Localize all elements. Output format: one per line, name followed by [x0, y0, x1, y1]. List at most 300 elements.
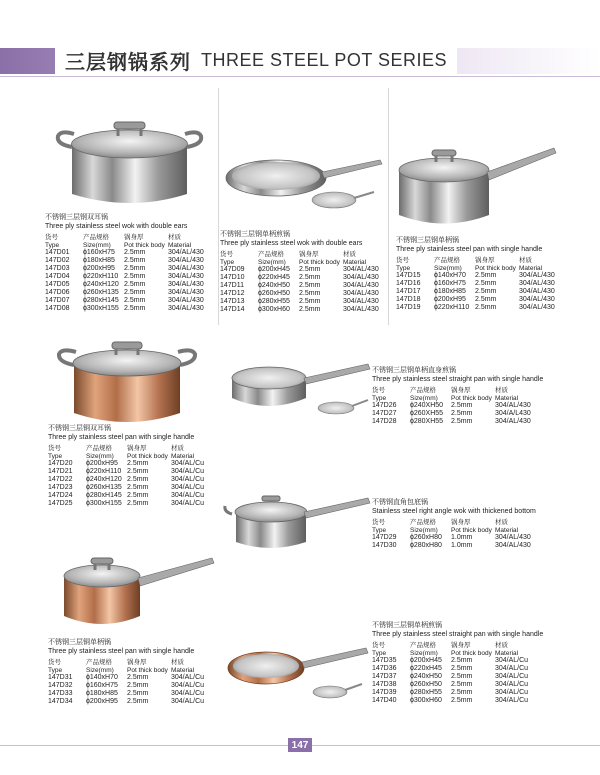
thickness-value: 2.5mm [124, 305, 146, 312]
table-row [372, 673, 535, 681]
spec-header-row [220, 250, 383, 266]
item-code: 147D16 [396, 280, 421, 287]
table-row [220, 266, 383, 274]
column-header-en: Material [495, 526, 519, 534]
size-value: ɸ220xH110 [83, 273, 119, 280]
product-name-en: Three ply stainless steel straight pan with single handle [372, 631, 544, 638]
column-header-cn: 材质 [495, 386, 508, 394]
column-header-en: Size(mm) [410, 649, 438, 657]
size-value: ɸ300xH60 [258, 306, 290, 313]
table-row [372, 665, 535, 673]
thickness-value: 2.5mm [124, 273, 146, 280]
column-header-cn: 锅身厚 [127, 658, 147, 666]
item-code: 147D32 [48, 682, 73, 689]
fry-pan-photo [224, 148, 384, 218]
item-code: 147D07 [45, 297, 70, 304]
product-block-d26 [372, 366, 543, 426]
table-row [220, 298, 383, 306]
table-row [48, 492, 211, 500]
column-header-en: Type [220, 258, 235, 266]
product-block-d15 [396, 236, 559, 312]
size-value: ɸ220xH45 [258, 274, 290, 281]
product-name-en: Three ply stainless steel straight pan with single handle [372, 376, 544, 383]
column-header [410, 518, 451, 534]
product-block-d29 [372, 498, 536, 550]
size-value: ɸ200xH45 [258, 266, 290, 273]
column-header [372, 386, 410, 402]
item-code: 147D23 [48, 484, 73, 491]
column-header-cn: 锅身厚 [475, 256, 495, 264]
thickness-value: 2.5mm [451, 402, 473, 409]
material-value: 304/AL/430 [495, 542, 531, 549]
spec-table [372, 386, 535, 426]
size-value: ɸ160xH75 [86, 682, 118, 689]
column-header [171, 658, 211, 674]
item-code: 147D04 [45, 273, 70, 280]
spec-header-row [372, 386, 535, 402]
column-header [48, 658, 86, 674]
item-code: 147D02 [45, 257, 70, 264]
column-header [86, 444, 127, 460]
thickness-value: 2.5mm [475, 296, 497, 303]
column-header-en: Material [171, 452, 195, 460]
table-row [48, 682, 211, 690]
item-code: 147D05 [45, 281, 70, 288]
product-name-cn: 不锈钢三层铜双耳锅 [48, 424, 111, 432]
column-header-cn: 货号 [48, 444, 61, 452]
column-header-cn: 锅身厚 [127, 444, 147, 452]
item-code: 147D30 [372, 542, 397, 549]
material-value: 304/AL/430 [168, 273, 204, 280]
size-value: ɸ140xH70 [434, 272, 466, 279]
item-code: 147D19 [396, 304, 421, 311]
thickness-value: 2.5mm [475, 288, 497, 295]
column-header [220, 250, 258, 266]
material-value: 304/AL/430 [519, 288, 555, 295]
column-header-cn: 货号 [372, 641, 385, 649]
column-header-en: Size(mm) [434, 264, 462, 272]
spec-table [372, 518, 535, 550]
column-header-cn: 锅身厚 [451, 518, 471, 526]
column-header-en: Pot thick body [475, 264, 516, 272]
column-header-cn: 产品规格 [410, 386, 436, 394]
column-header-cn: 产品规格 [410, 641, 436, 649]
column-header-cn: 产品规格 [86, 658, 112, 666]
column-header-en: Pot thick body [299, 258, 340, 266]
table-row [372, 402, 535, 410]
spec-table [372, 641, 535, 705]
column-header [451, 386, 495, 402]
material-value: 304/AL/430 [519, 304, 555, 311]
header-rule [0, 76, 600, 77]
thickness-value: 2.5mm [127, 476, 149, 483]
column-header [372, 518, 410, 534]
item-code: 147D27 [372, 410, 397, 417]
item-code: 147D29 [372, 534, 397, 541]
item-code: 147D06 [45, 289, 70, 296]
product-name-en: Three ply stainless steel pan with single handle [48, 434, 195, 441]
column-header-cn: 材质 [343, 250, 356, 258]
thickness-value: 2.5mm [451, 665, 473, 672]
column-header-en: Size(mm) [410, 526, 438, 534]
material-value: 304/AL/430 [519, 296, 555, 303]
material-value: 304/AL/430 [168, 281, 204, 288]
table-row [45, 249, 208, 257]
size-value: ɸ240xH120 [86, 476, 122, 483]
product-block-d09 [220, 230, 383, 314]
thickness-value: 2.5mm [127, 492, 149, 499]
item-code: 147D37 [372, 673, 397, 680]
material-value: 304/AL/430 [168, 257, 204, 264]
column-header [258, 250, 299, 266]
item-code: 147D34 [48, 698, 73, 705]
column-divider [388, 88, 389, 325]
thickness-value: 2.5mm [127, 674, 149, 681]
spec-table [220, 250, 383, 314]
copper-single-handle-pan-photo [58, 552, 218, 632]
item-code: 147D14 [220, 306, 245, 313]
size-value: ɸ280xH80 [410, 542, 442, 549]
table-row [396, 288, 559, 296]
thickness-value: 2.5mm [127, 698, 149, 705]
thickness-value: 2.5mm [475, 280, 497, 287]
column-header [127, 658, 171, 674]
column-header-en: Type [372, 649, 387, 657]
size-value: ɸ280xH145 [83, 297, 119, 304]
size-value: ɸ240xH50 [410, 673, 442, 680]
table-row [45, 289, 208, 297]
material-value: 304/AL/430 [519, 272, 555, 279]
column-header-en: Type [372, 526, 387, 534]
table-row [372, 418, 535, 426]
thickness-value: 2.5mm [451, 410, 473, 417]
column-header-en: Type [396, 264, 411, 272]
column-header-en: Material [519, 264, 543, 272]
product-name-en: Three ply stainless steel pan with single handle [48, 648, 195, 655]
table-row [45, 265, 208, 273]
product-name-cn: 不锈钢三层钢单柄直身煎锅 [372, 366, 456, 374]
material-value: 304/AL/430 [168, 305, 204, 312]
thickness-value: 2.5mm [475, 272, 497, 279]
table-row [45, 305, 208, 313]
table-row [45, 281, 208, 289]
item-code: 147D21 [48, 468, 73, 475]
column-header-cn: 货号 [372, 386, 385, 394]
item-code: 147D40 [372, 697, 397, 704]
product-name-en: Three ply stainless steel wok with double ears [45, 223, 188, 230]
item-code: 147D36 [372, 665, 397, 672]
material-value: 304/AL/Cu [495, 681, 529, 688]
material-value: 304/AL/Cu [495, 665, 529, 672]
column-header-cn: 材质 [495, 518, 508, 526]
column-header-en: Pot thick body [127, 452, 168, 460]
size-value: ɸ240xH120 [83, 281, 119, 288]
material-value: 304/AL/Cu [171, 698, 205, 705]
thickness-value: 2.5mm [299, 290, 321, 297]
item-code: 147D26 [372, 402, 397, 409]
material-value: 304/AL/Cu [171, 468, 205, 475]
column-header-cn: 材质 [519, 256, 532, 264]
item-code: 147D11 [220, 282, 245, 289]
column-header-en: Type [48, 452, 63, 460]
table-row [396, 272, 559, 280]
size-value: ɸ260XH55 [410, 410, 444, 417]
item-code: 147D38 [372, 681, 397, 688]
material-value: 304/AL/430 [519, 280, 555, 287]
material-value: 304/AL/430 [343, 266, 379, 273]
item-code: 147D15 [396, 272, 421, 279]
size-value: ɸ180xH85 [83, 257, 115, 264]
table-row [372, 410, 535, 418]
size-value: ɸ200xH95 [83, 265, 115, 272]
table-row [372, 689, 535, 697]
page-number: 147 [288, 738, 312, 752]
column-header [124, 233, 168, 249]
thickness-value: 2.5mm [451, 418, 473, 425]
column-header-en: Size(mm) [258, 258, 286, 266]
material-value: 304/AL/430 [343, 306, 379, 313]
column-header-en: Pot thick body [127, 666, 168, 674]
material-value: 304/AL/Cu [495, 697, 529, 704]
thickness-value: 1.0mm [451, 534, 473, 541]
single-handle-pan-photo [394, 140, 559, 235]
table-row [48, 690, 211, 698]
column-header [372, 641, 410, 657]
column-header [171, 444, 211, 460]
material-value: 304/AL/430 [343, 298, 379, 305]
table-row [48, 476, 211, 484]
column-header-cn: 材质 [495, 641, 508, 649]
table-row [372, 657, 535, 665]
column-header [495, 386, 535, 402]
thickness-value: 2.5mm [299, 274, 321, 281]
table-row [396, 296, 559, 304]
product-name-cn: 不锈钢三层铜单柄锅 [48, 638, 111, 646]
column-header-cn: 产品规格 [83, 233, 109, 241]
right-angle-wok-photo [222, 490, 372, 555]
thickness-value: 2.5mm [451, 673, 473, 680]
thickness-value: 2.5mm [127, 682, 149, 689]
column-header [127, 444, 171, 460]
size-value: ɸ200xH45 [410, 657, 442, 664]
column-header-en: Type [372, 394, 387, 402]
thickness-value: 2.5mm [475, 304, 497, 311]
column-header-cn: 货号 [48, 658, 61, 666]
column-header [410, 641, 451, 657]
size-value: ɸ300xH60 [410, 697, 442, 704]
product-block-d31 [48, 638, 211, 706]
thickness-value: 2.5mm [127, 690, 149, 697]
size-value: ɸ200xH95 [86, 460, 118, 467]
column-header-en: Size(mm) [83, 241, 111, 249]
size-value: ɸ260xH50 [410, 681, 442, 688]
table-row [48, 484, 211, 492]
column-header [86, 658, 127, 674]
column-header [519, 256, 559, 272]
material-value: 304/AL/Cu [171, 460, 205, 467]
column-header-cn: 材质 [171, 658, 184, 666]
size-value: ɸ180xH85 [86, 690, 118, 697]
column-header-cn: 产品规格 [434, 256, 460, 264]
copper-fry-pan-photo [226, 640, 371, 705]
table-row [220, 290, 383, 298]
item-code: 147D01 [45, 249, 70, 256]
thickness-value: 2.5mm [299, 266, 321, 273]
material-value: 304/AL/Cu [171, 674, 205, 681]
spec-header-row [48, 444, 211, 460]
column-header-cn: 货号 [220, 250, 233, 258]
page-title-en: THREE STEEL POT SERIES [201, 49, 448, 70]
item-code: 147D25 [48, 500, 73, 507]
column-header [451, 641, 495, 657]
item-code: 147D18 [396, 296, 421, 303]
product-block-d01 [45, 213, 208, 313]
table-row [372, 681, 535, 689]
size-value: ɸ140xH70 [86, 674, 118, 681]
product-block-d20 [48, 424, 211, 508]
item-code: 147D13 [220, 298, 245, 305]
column-header [434, 256, 475, 272]
table-row [220, 274, 383, 282]
table-row [396, 280, 559, 288]
column-divider [218, 88, 219, 325]
thickness-value: 2.5mm [299, 298, 321, 305]
item-code: 147D08 [45, 305, 70, 312]
material-value: 304/AL/430 [168, 249, 204, 256]
product-name-cn: 不锈钢三层钢单柄锅 [396, 236, 459, 244]
spec-table [48, 658, 211, 706]
column-header-cn: 锅身厚 [299, 250, 319, 258]
column-header-en: Size(mm) [86, 452, 114, 460]
thickness-value: 2.5mm [124, 249, 146, 256]
size-value: ɸ300xH155 [83, 305, 119, 312]
page-title-cn: 三层钢锅系列 [65, 49, 191, 74]
column-header [495, 518, 535, 534]
column-header-cn: 锅身厚 [124, 233, 144, 241]
column-header-cn: 产品规格 [86, 444, 112, 452]
table-row [372, 534, 535, 542]
material-value: 304/AL/Cu [495, 673, 529, 680]
column-header-en: Size(mm) [86, 666, 114, 674]
item-code: 147D10 [220, 274, 245, 281]
product-name-cn: 不锈钢三层铜单柄煎锅 [372, 621, 442, 629]
item-code: 147D31 [48, 674, 73, 681]
straight-fry-pan-photo [228, 360, 378, 420]
column-header-en: Material [495, 649, 519, 657]
thickness-value: 2.5mm [124, 297, 146, 304]
item-code: 147D24 [48, 492, 73, 499]
spec-header-row [45, 233, 208, 249]
material-value: 304/AL/430 [168, 297, 204, 304]
size-value: ɸ200xH95 [434, 296, 466, 303]
size-value: ɸ260xH135 [83, 289, 119, 296]
column-header [83, 233, 124, 249]
material-value: 304/AL/Cu [495, 689, 529, 696]
item-code: 147D09 [220, 266, 245, 273]
size-value: ɸ260xH135 [86, 484, 122, 491]
table-row [220, 306, 383, 314]
item-code: 147D28 [372, 418, 397, 425]
thickness-value: 2.5mm [124, 289, 146, 296]
column-header-cn: 货号 [372, 518, 385, 526]
material-value: 304/AL/Cu [171, 492, 205, 499]
thickness-value: 2.5mm [124, 265, 146, 272]
column-header-cn: 锅身厚 [451, 386, 471, 394]
thickness-value: 2.5mm [127, 500, 149, 507]
column-header-en: Size(mm) [410, 394, 438, 402]
material-value: 304/AL/430 [495, 418, 531, 425]
spec-header-row [372, 518, 535, 534]
column-header-cn: 锅身厚 [451, 641, 471, 649]
size-value: ɸ260xH50 [258, 290, 290, 297]
thickness-value: 2.5mm [451, 697, 473, 704]
item-code: 147D20 [48, 460, 73, 467]
column-header [451, 518, 495, 534]
material-value: 304/A/L430 [495, 410, 531, 417]
product-block-d35 [372, 621, 543, 705]
column-header-en: Pot thick body [451, 649, 492, 657]
size-value: ɸ240xH50 [258, 282, 290, 289]
size-value: ɸ220xH45 [410, 665, 442, 672]
thickness-value: 2.5mm [299, 282, 321, 289]
size-value: ɸ300xH155 [86, 500, 122, 507]
table-row [396, 304, 559, 312]
material-value: 304/AL/Cu [171, 682, 205, 689]
size-value: ɸ160xH75 [434, 280, 466, 287]
spec-header-row [48, 658, 211, 674]
size-value: ɸ280xH55 [410, 689, 442, 696]
double-ear-pot-photo [52, 112, 207, 212]
material-value: 304/AL/Cu [171, 484, 205, 491]
item-code: 147D33 [48, 690, 73, 697]
material-value: 304/AL/430 [495, 402, 531, 409]
table-row [45, 257, 208, 265]
size-value: ɸ280XH55 [410, 418, 444, 425]
table-row [45, 273, 208, 281]
size-value: ɸ160xH75 [83, 249, 115, 256]
material-value: 304/AL/430 [343, 290, 379, 297]
thickness-value: 2.5mm [127, 468, 149, 475]
material-value: 304/AL/430 [168, 289, 204, 296]
table-row [372, 542, 535, 550]
spec-table [48, 444, 211, 508]
copper-double-ear-pot-photo [52, 335, 202, 430]
table-row [372, 697, 535, 705]
column-header-en: Pot thick body [451, 526, 492, 534]
column-header [343, 250, 383, 266]
column-header-en: Material [171, 666, 195, 674]
column-header-cn: 产品规格 [410, 518, 436, 526]
column-header-cn: 材质 [171, 444, 184, 452]
size-value: ɸ260xH80 [410, 534, 442, 541]
size-value: ɸ280xH55 [258, 298, 290, 305]
size-value: ɸ240XH50 [410, 402, 444, 409]
item-code: 147D22 [48, 476, 73, 483]
size-value: ɸ280xH145 [86, 492, 122, 499]
table-row [48, 674, 211, 682]
table-row [48, 500, 211, 508]
column-header [495, 641, 535, 657]
item-code: 147D12 [220, 290, 245, 297]
thickness-value: 2.5mm [451, 657, 473, 664]
material-value: 304/AL/430 [343, 274, 379, 281]
column-header-en: Material [168, 241, 192, 249]
thickness-value: 2.5mm [124, 281, 146, 288]
table-row [48, 468, 211, 476]
item-code: 147D39 [372, 689, 397, 696]
column-header [168, 233, 208, 249]
item-code: 147D03 [45, 265, 70, 272]
